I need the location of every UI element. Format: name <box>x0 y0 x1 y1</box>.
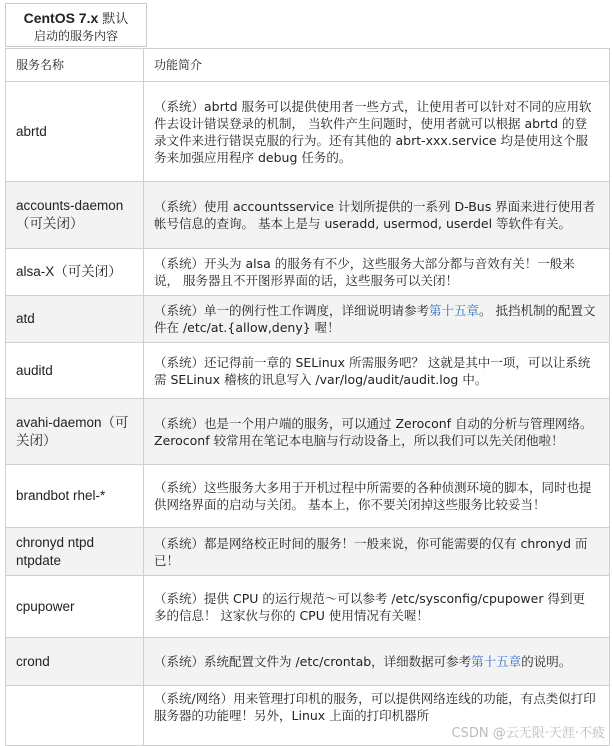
service-name: alsa-X（可关闭） <box>6 249 144 296</box>
service-name: auditd <box>6 343 144 399</box>
title-os-name: CentOS 7.x <box>23 10 99 26</box>
service-name: atd <box>6 296 144 343</box>
service-description: （系统）abrtd 服务可以提供使用者一些方式，让使用者可以针对不同的应用软件去设计错误登录的机制， 当软件产生问题时，使用者就可以根据 abrtd 的登录文件来进行错误克服的行为。还有其他的 abrt-xxx.service 均是使用这个服务来加强应用程序 debug 任务的。 <box>144 82 610 182</box>
service-name: cpupower <box>6 576 144 638</box>
description-text: 。 抵挡机制的配置文件在 /etc/at.{allow,deny} 喔！ <box>154 303 596 335</box>
table-row <box>6 399 610 465</box>
table-row <box>6 249 610 296</box>
description-text: （系统）单一的例行性工作调度，详细说明请参考 <box>154 303 430 318</box>
table-row <box>6 528 610 576</box>
header-service-name: 服务名称 <box>6 49 144 82</box>
table-title <box>5 3 147 47</box>
table-row <box>6 82 610 182</box>
service-name: abrtd <box>6 82 144 182</box>
service-description: （系统）提供 CPU 的运行规范～可以参考 /etc/sysconfig/cpupower 得到更多的信息！ 这家伙与你的 CPU 使用情况有关喔！ <box>144 576 610 638</box>
description-text: 的说明。 <box>521 654 572 669</box>
service-name: chronyd ntpd ntpdate <box>6 528 144 576</box>
service-description <box>144 638 610 686</box>
service-description: （系统）也是一个用户端的服务，可以通过 Zeroconf 自动的分析与管理网络。 Zeroconf 较常用在笔记本电脑与行动设备上，所以我们可以先关闭他啦！ <box>144 399 610 465</box>
title-line-1 <box>6 10 146 28</box>
watermark: CSDN @云无限·天涯·不疲 <box>451 726 605 741</box>
service-description: （系统）使用 accountsservice 计划所提供的一系列 D-Bus 界面来进行使用者帐号信息的查询。 基本上是与 useradd, usermod, userdel 等软件有关。 <box>144 182 610 249</box>
table-row <box>6 465 610 528</box>
service-name: avahi-daemon（可关闭） <box>6 399 144 465</box>
service-description: （系统/网络）用来管理打印机的服务，可以提供网络连线的功能，有点类似打印服务器的功能哩！另外，Linux 上面的打印机器所 <box>144 686 610 746</box>
table-header-row <box>6 49 610 82</box>
service-description: （系统）都是网络校正时间的服务！一般来说，你可能需要的仅有 chronyd 而已！ <box>144 528 610 576</box>
title-default: 默认 <box>98 12 129 27</box>
header-description: 功能简介 <box>144 49 610 82</box>
services-table <box>5 48 610 746</box>
table-row <box>6 638 610 686</box>
service-description <box>144 296 610 343</box>
description-text: （系统）系统配置文件为 /etc/crontab，详细数据可参考 <box>154 654 472 669</box>
table-row <box>6 576 610 638</box>
service-name: crond <box>6 638 144 686</box>
chapter-link[interactable]: 第十五章 <box>429 303 480 318</box>
service-description: （系统）这些服务大多用于开机过程中所需要的各种侦测环境的脚本，同时也提供网络界面的启动与关闭。 基本上，你不要关闭掉这些服务比较妥当！ <box>144 465 610 528</box>
service-name: brandbot rhel-* <box>6 465 144 528</box>
title-line-2: 启动的服务内容 <box>33 29 118 43</box>
service-name: accounts-daemon（可关闭） <box>6 182 144 249</box>
table-row <box>6 182 610 249</box>
chapter-link[interactable]: 第十五章 <box>471 654 522 669</box>
service-description: （系统）开头为 alsa 的服务有不少，这些服务大部分都与音效有关！一般来说， 服务器且不开图形界面的话，这些服务可以关闭！ <box>144 249 610 296</box>
service-description: （系统）还记得前一章的 SELinux 所需服务吧？ 这就是其中一项，可以让系统需 SELinux 稽核的讯息写入 /var/log/audit/audit.log 中。 <box>144 343 610 399</box>
service-name <box>6 686 144 746</box>
table-row <box>6 343 610 399</box>
table-row <box>6 296 610 343</box>
